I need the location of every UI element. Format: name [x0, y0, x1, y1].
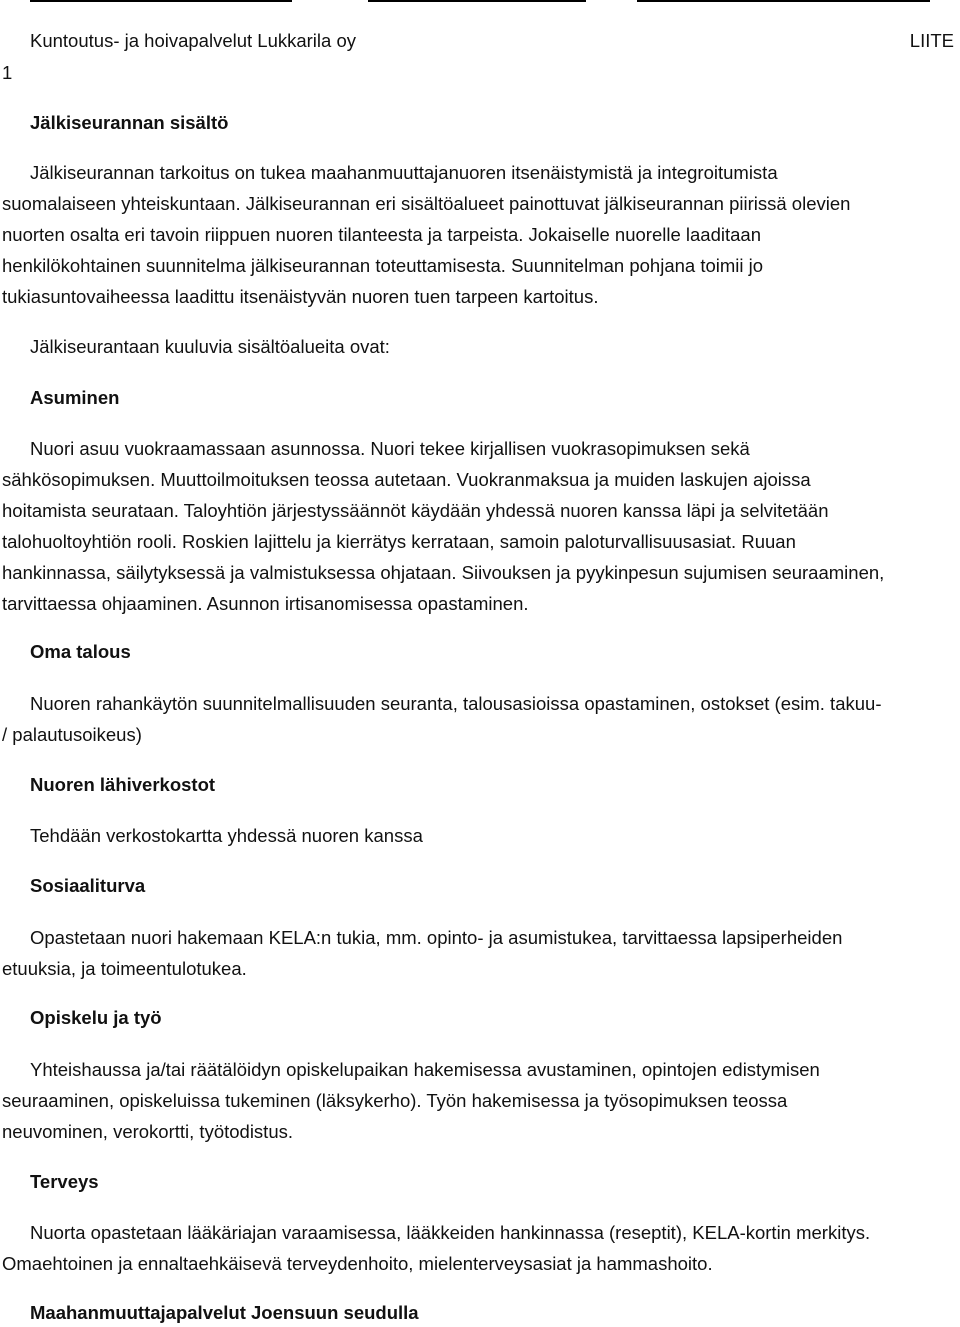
section-heading-lahiverkostot: Nuoren lähiverkostot [30, 774, 216, 795]
body-line: tarvittaessa ohjaaminen. Asunnon irtisanomisessa opastaminen. [2, 593, 529, 614]
body-line: Nuorta opastetaan lääkäriajan varaamisessa, lääkkeiden hankinnassa (reseptit), KELA-kortin merkitys. [30, 1222, 871, 1243]
liite-label: LIITE [909, 30, 954, 51]
body-line: Tehdään verkostokartta yhdessä nuoren kanssa [30, 825, 423, 846]
body-line: seuraaminen, opiskeluissa tukeminen (läksykerho). Työn hakemisessa ja työsopimuksen teossa [2, 1090, 788, 1111]
body-line: Nuori asuu vuokraamassaan asunnossa. Nuori tekee kirjallisen vuokrasopimuksen sekä [30, 438, 750, 459]
body-line: etuuksia, ja toimeentulotukea. [2, 958, 247, 979]
body-line: Nuoren rahankäytön suunnitelmallisuuden seuranta, talousasioissa opastaminen, ostokset (esim. takuu- [30, 693, 882, 714]
body-line: talohuoltoyhtiön rooli. Roskien lajittelu ja kierrätys kerrataan, samoin paloturvallisuusasiat. Ruuan [2, 531, 796, 552]
section-heading-sosiaaliturva: Sosiaaliturva [30, 875, 146, 896]
body-line: Yhteishaussa ja/tai räätälöidyn opiskelupaikan hakemisessa avustaminen, opintojen edistymisen [30, 1059, 820, 1080]
body-line: hankinnassa, säilytyksessä ja valmistuksessa ohjataan. Siivouksen ja pyykinpesun sujumisen seuraaminen, [2, 562, 885, 583]
body-line: / palautusoikeus) [2, 724, 142, 745]
body-line: hoitamista seurataan. Taloyhtiön järjestyssäännöt käydään yhdessä nuoren kanssa läpi ja selvitetään [2, 500, 829, 521]
section-body-lahiverkostot [2, 820, 954, 851]
body-line: Opastetaan nuori hakemaan KELA:n tukia, mm. opinto- ja asumistukea, tarvittaessa lapsiperheiden [30, 927, 843, 948]
signature-line-2 [368, 0, 586, 2]
areas-intro: Jälkiseurantaan kuuluvia sisältöalueita ovat: [30, 336, 390, 357]
body-line: sähkösopimuksen. Muuttoilmoituksen teossa autetaan. Vuokranmaksua ja muiden laskujen ajoissa [2, 469, 811, 490]
section-heading-oma-talous: Oma talous [30, 641, 131, 662]
section-body-sosiaaliturva [2, 922, 954, 984]
signature-line-1 [30, 0, 292, 2]
section-body-oma-talous [2, 688, 954, 750]
body-line: Omaehtoinen ja ennaltaehkäisevä terveydenhoito, mielenterveysasiat ja hammashoito. [2, 1253, 713, 1274]
document-title: Jälkiseurannan sisältö [30, 112, 229, 133]
section-body-opiskelu-ja-tyo [2, 1054, 954, 1147]
intro-paragraph [2, 157, 954, 312]
section-heading-maahanmuuttajapalvelut: Maahanmuuttajapalvelut Joensuun seudulla [30, 1302, 419, 1323]
intro-line: tukiasuntovaiheessa laadittu itsenäistyvän nuoren tuen tarpeen kartoitus. [2, 286, 599, 307]
company-name: Kuntoutus- ja hoivapalvelut Lukkarila oy [30, 30, 356, 51]
section-heading-terveys: Terveys [30, 1171, 99, 1192]
signature-line-3 [637, 0, 930, 2]
body-line: neuvominen, verokortti, työtodistus. [2, 1121, 294, 1142]
page-number: 1 [2, 62, 13, 83]
intro-line: nuorten osalta eri tavoin riippuen nuoren tilanteesta ja tarpeista. Jokaiselle nuorelle laaditaan [2, 224, 761, 245]
intro-line: suomalaiseen yhteiskuntaan. Jälkiseurannan eri sisältöalueet painottuvat jälkiseurannan piirissä olevien [2, 193, 851, 214]
intro-line: Jälkiseurannan tarkoitus on tukea maahanmuuttajanuoren itsenäistymistä ja integroitumista [30, 162, 778, 183]
section-body-asuminen [2, 433, 954, 619]
section-heading-asuminen: Asuminen [30, 387, 120, 408]
section-body-terveys [2, 1217, 954, 1279]
intro-line: henkilökohtainen suunnitelma jälkiseurannan toteuttamisesta. Suunnitelman pohjana toimii jo [2, 255, 764, 276]
section-heading-opiskelu-ja-tyo: Opiskelu ja työ [30, 1007, 162, 1028]
